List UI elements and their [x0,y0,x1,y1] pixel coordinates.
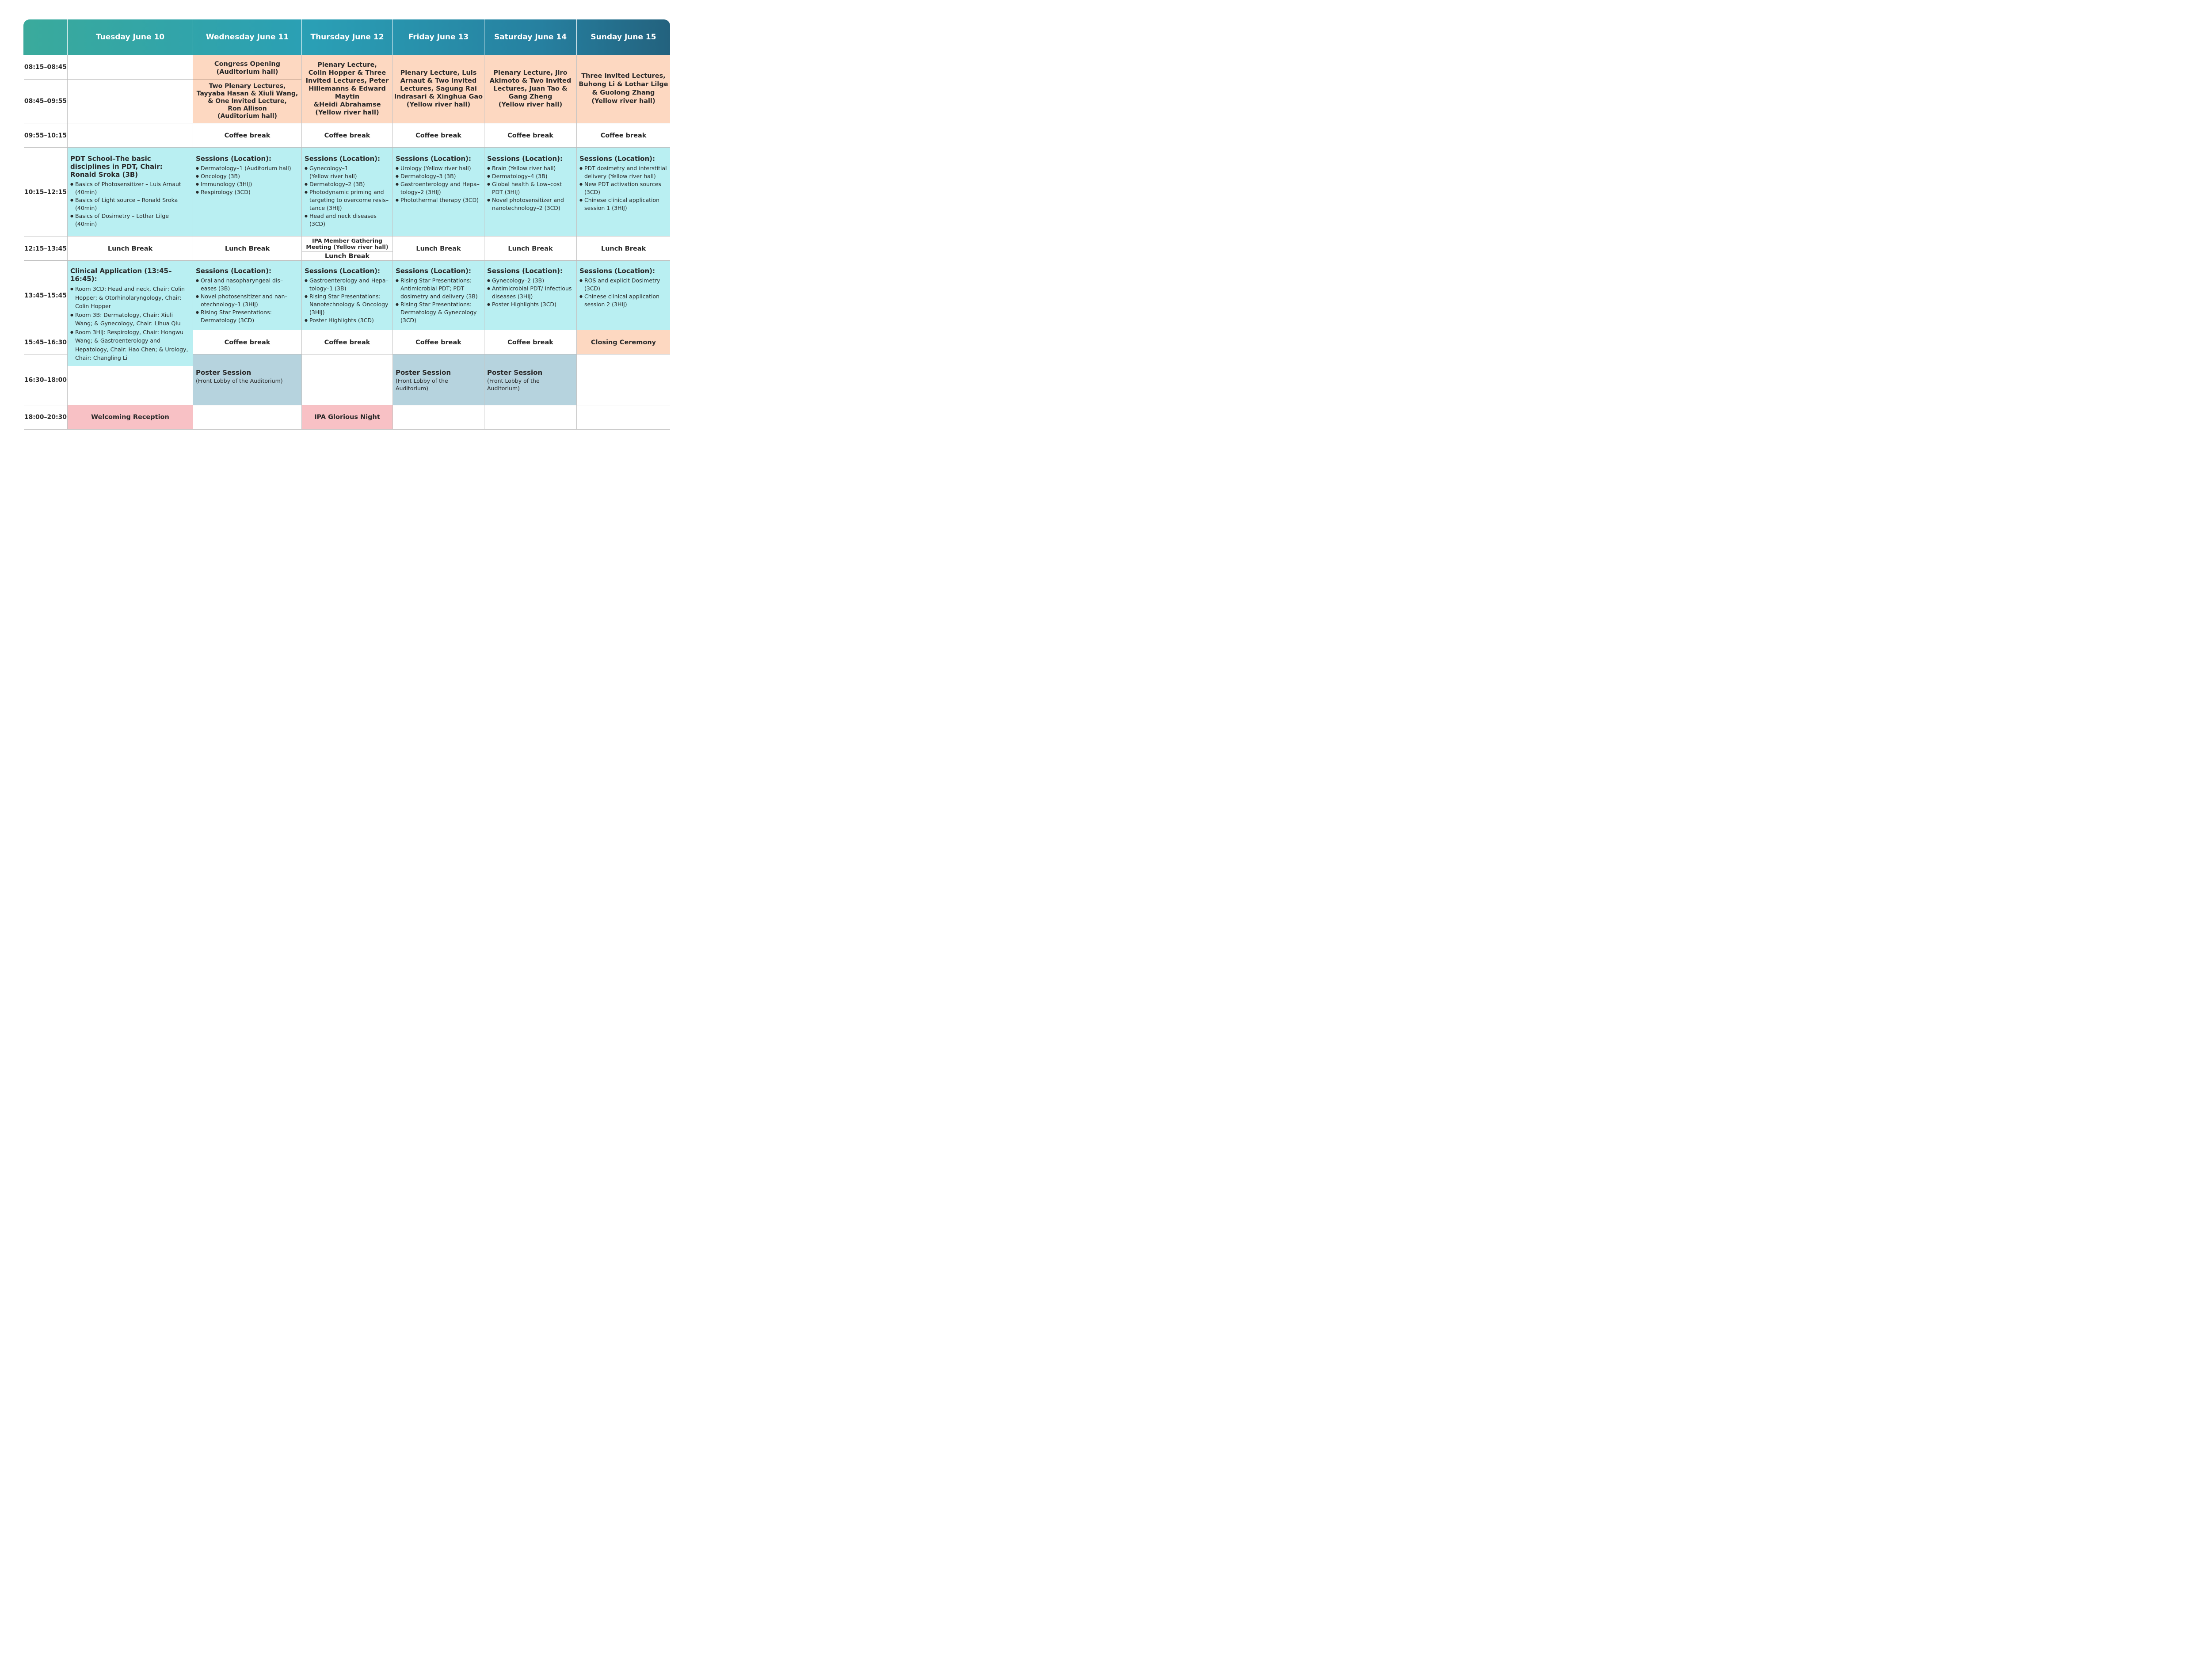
list-item: ● Rising Star Presentations: Dermatology & Gynecology (3CD) [396,301,481,324]
day-header-thursday: Thursday June 12 [310,33,384,42]
fri-plenary-lectures [393,55,484,123]
sun-invited-text: Three Invited Lectures, Buhong Li & Lothar Lilge & Guolong Zhang (Yellow river hall) [579,72,668,105]
lunch-break: Lunch Break [416,245,461,252]
sessions-title: Sessions (Location): [396,267,471,275]
sun-afternoon-sessions [577,261,670,330]
coffee-break: Coffee break [224,132,271,139]
list-item: ● Novel photosensitizer and nan–otechnology–1 (3HIJ) [196,293,299,309]
wed-plenary-text: Two Plenary Lectures, Tayyaba Hasan & Xiuli Wang, & One Invited Lecture, Ron Allison (Auditorium hall) [196,82,298,120]
row-divider [68,79,193,80]
sat-afternoon-sessions [484,261,576,330]
list-item: ● Basics of Photosensitizer – Luis Arnaut (40min) [70,180,190,196]
row-divider [24,147,670,148]
column-divider [67,55,68,429]
time-slot: 13:45–15:45 [24,292,67,299]
fri-morning-sessions [393,148,484,236]
sessions-title: Sessions (Location): [305,267,380,275]
column-divider [576,55,577,429]
coffee-break: Coffee break [415,339,461,346]
list-item: ● Chinese clinical application session 2 (3HIJ) [579,293,667,309]
list-item: ● Dermatology–1 (Auditorium hall) [196,164,299,172]
poster-session-location: (Front Lobby of the Auditorium) [396,377,448,392]
sat-plenary-text: Plenary Lecture, Jiro Akimoto & Two Invited Lectures, Juan Tao & Gang Zheng (Yellow river hall) [489,69,572,108]
sessions-title: Sessions (Location): [487,267,563,275]
coffee-break: Coffee break [224,339,271,346]
column-divider [392,55,393,429]
time-slot: 16:30–18:00 [24,376,67,384]
tue-clinical-application [68,261,193,366]
coffee-break: Coffee break [324,132,370,139]
time-slot: 12:15–13:45 [24,245,67,252]
time-slot: 15:45–16:30 [24,339,67,346]
sat-morning-sessions [484,148,576,236]
row-divider [24,79,68,80]
list-item: ● Oral and nasopharyngeal dis–eases (3B) [196,277,299,293]
poster-session-title: Poster Session [196,369,251,377]
wed-morning-sessions [193,148,301,236]
thu-plenary-lectures [302,55,392,123]
ipa-glorious-night: IPA Glorious Night [302,405,392,429]
sat-plenary-lectures [484,55,576,123]
welcoming-reception: Welcoming Reception [68,405,193,429]
sessions-title: Sessions (Location): [396,155,471,163]
list-item: ● Urology (Yellow river hall) [396,164,481,172]
wed-poster-session [193,354,301,405]
poster-session-location: (Front Lobby of the Auditorium) [487,377,540,392]
list-item: ● Novel photosensitizer and nanotechnology–2 (3CD) [487,196,574,212]
lunch-break: Lunch Break [601,245,646,252]
list-item: ● Photodynamic priming and targeting to overcome resis–tance (3HIJ) [305,188,390,212]
list-item: ● Respirology (3CD) [196,188,299,196]
closing-ceremony: Closing Ceremony [577,330,670,354]
list-item: ● Antimicrobial PDT/ Infectious diseases (3HIJ) [487,285,574,301]
fri-afternoon-sessions [393,261,484,330]
time-slot: 18:00–20:30 [24,414,67,421]
list-item: ● ROS and explicit Dosimetry (3CD) [579,277,667,293]
day-header-tuesday: Tuesday June 10 [95,33,165,42]
ipa-member-meeting: IPA Member Gathering Meeting (Yellow river hall) [306,237,389,250]
sessions-title: Sessions (Location): [487,155,563,163]
sun-morning-sessions [577,148,670,236]
coffee-break: Coffee break [507,339,553,346]
list-item: ● Basics of Light source – Ronald Sroka (40min) [70,196,190,212]
list-item: ● Global health & Low–cost PDT (3HIJ) [487,180,574,196]
lunch-break: Lunch Break [225,245,270,252]
list-item: ● Gastroenterology and Hepa–tology–1 (3B) [305,277,390,293]
day-header-friday: Friday June 13 [408,33,469,42]
list-item: ● Gastroenterology and Hepa–tology–2 (3HIJ) [396,180,481,196]
wed-plenary-lectures [193,80,301,123]
sun-invited-lectures [577,55,670,123]
thu-afternoon-sessions [302,261,392,330]
list-item: ● Basics of Dosimetry – Lothar Lilge (40min) [70,212,190,228]
tue-pdt-school [68,148,193,236]
list-item: ● Dermatology–2 (3B) [305,180,390,188]
lunch-break: Lunch Break [508,245,553,252]
thu-morning-sessions [302,148,392,236]
fri-poster-session [393,354,484,405]
list-item: ● Gynecology–2 (3B) [487,277,574,285]
list-item: ● Brain (Yellow river hall) [487,164,574,172]
list-item: ● PDT dosimetry and interstitial delivery (Yellow river hall) [579,164,667,180]
time-slot: 08:15–08:45 [24,63,67,71]
list-item: ● Gynecology–1 (Yellow river hall) [305,164,390,180]
list-item: ● Poster Highlights (3CD) [487,301,574,309]
poster-session-location: (Front Lobby of the Auditorium) [196,377,283,384]
poster-session-title: Poster Session [396,369,451,377]
column-divider [301,55,302,429]
list-item: ● Rising Star Presentations: Antimicrobial PDT; PDT dosimetry and delivery (3B) [396,277,481,301]
list-item: ● Rising Star Presentations: Dermatology (3CD) [196,309,299,324]
lunch-break: Lunch Break [324,253,370,260]
list-item: ● Rising Star Presentations: Nanotechnology & Oncology (3HIJ) [305,293,390,316]
list-item: ● Head and neck diseases (3CD) [305,212,390,228]
list-item: ● Immunology (3HIJ) [196,180,299,188]
list-item: ● Dermatology–4 (3B) [487,172,574,180]
sessions-title: Sessions (Location): [196,267,271,275]
time-slot: 09:55–10:15 [24,132,67,139]
sessions-title: Sessions (Location): [305,155,380,163]
time-slot: 08:45–09:55 [24,98,67,105]
sessions-title: Sessions (Location): [196,155,271,163]
list-item: ● Oncology (3B) [196,172,299,180]
list-item: ● Room 3HIJ: Respirology, Chair: Hongwu Wang; & Gastroenterology and Hepatology, Chair: Hao Chen; & Urology, Chair: Changling Li [70,328,190,362]
sessions-title: Sessions (Location): [579,155,655,163]
row-divider [24,429,670,430]
tue-clinical-application-title: Clinical Application (13:45–16:45): [70,267,172,283]
wed-congress-opening [193,55,301,79]
tue-pdt-school-title: PDT School–The basic disciplines in PDT, Chair: Ronald Sroka (3B) [70,155,163,179]
wed-afternoon-sessions [193,261,301,330]
day-header-wednesday: Wednesday June 11 [206,33,289,42]
list-item: ● Chinese clinical application session 1 (3HIJ) [579,196,667,212]
time-slot: 10:15–12:15 [24,188,67,196]
list-item: ● New PDT activation sources (3CD) [579,180,667,196]
day-header-sunday: Sunday June 15 [591,33,656,42]
wed-congress-opening-text: Congress Opening (Auditorium hall) [214,60,281,76]
thu-plenary-text: Plenary Lecture, Colin Hopper & Three Invited Lectures, Peter Hillemanns & Edward Maytin &Heidi Abrahamse (Yellow river hall) [305,61,389,116]
fri-plenary-text: Plenary Lecture, Luis Arnaut & Two Invited Lectures, Sagung Rai Indrasari & Xinghua Gao (Yellow river hall) [394,69,483,108]
list-item: ● Poster Highlights (3CD) [305,316,390,324]
poster-session-title: Poster Session [487,369,543,377]
list-item: ● Photothermal therapy (3CD) [396,196,481,204]
sessions-title: Sessions (Location): [579,267,655,275]
row-divider [24,260,670,261]
list-item: ● Dermatology–3 (3B) [396,172,481,180]
list-item: ● Room 3CD: Head and neck, Chair: Colin Hopper; & Otorhinolaryngology, Chair: Colin Hopper [70,285,190,311]
sat-poster-session [484,354,576,405]
day-header-saturday: Saturday June 14 [494,33,567,42]
list-item: ● Room 3B: Dermatology, Chair: Xiuli Wang; & Gynecology, Chair: Lihua Qiu [70,311,190,328]
lunch-break: Lunch Break [107,245,153,252]
coffee-break: Coffee break [507,132,553,139]
coffee-break: Coffee break [600,132,647,139]
coffee-break: Coffee break [324,339,370,346]
coffee-break: Coffee break [415,132,461,139]
